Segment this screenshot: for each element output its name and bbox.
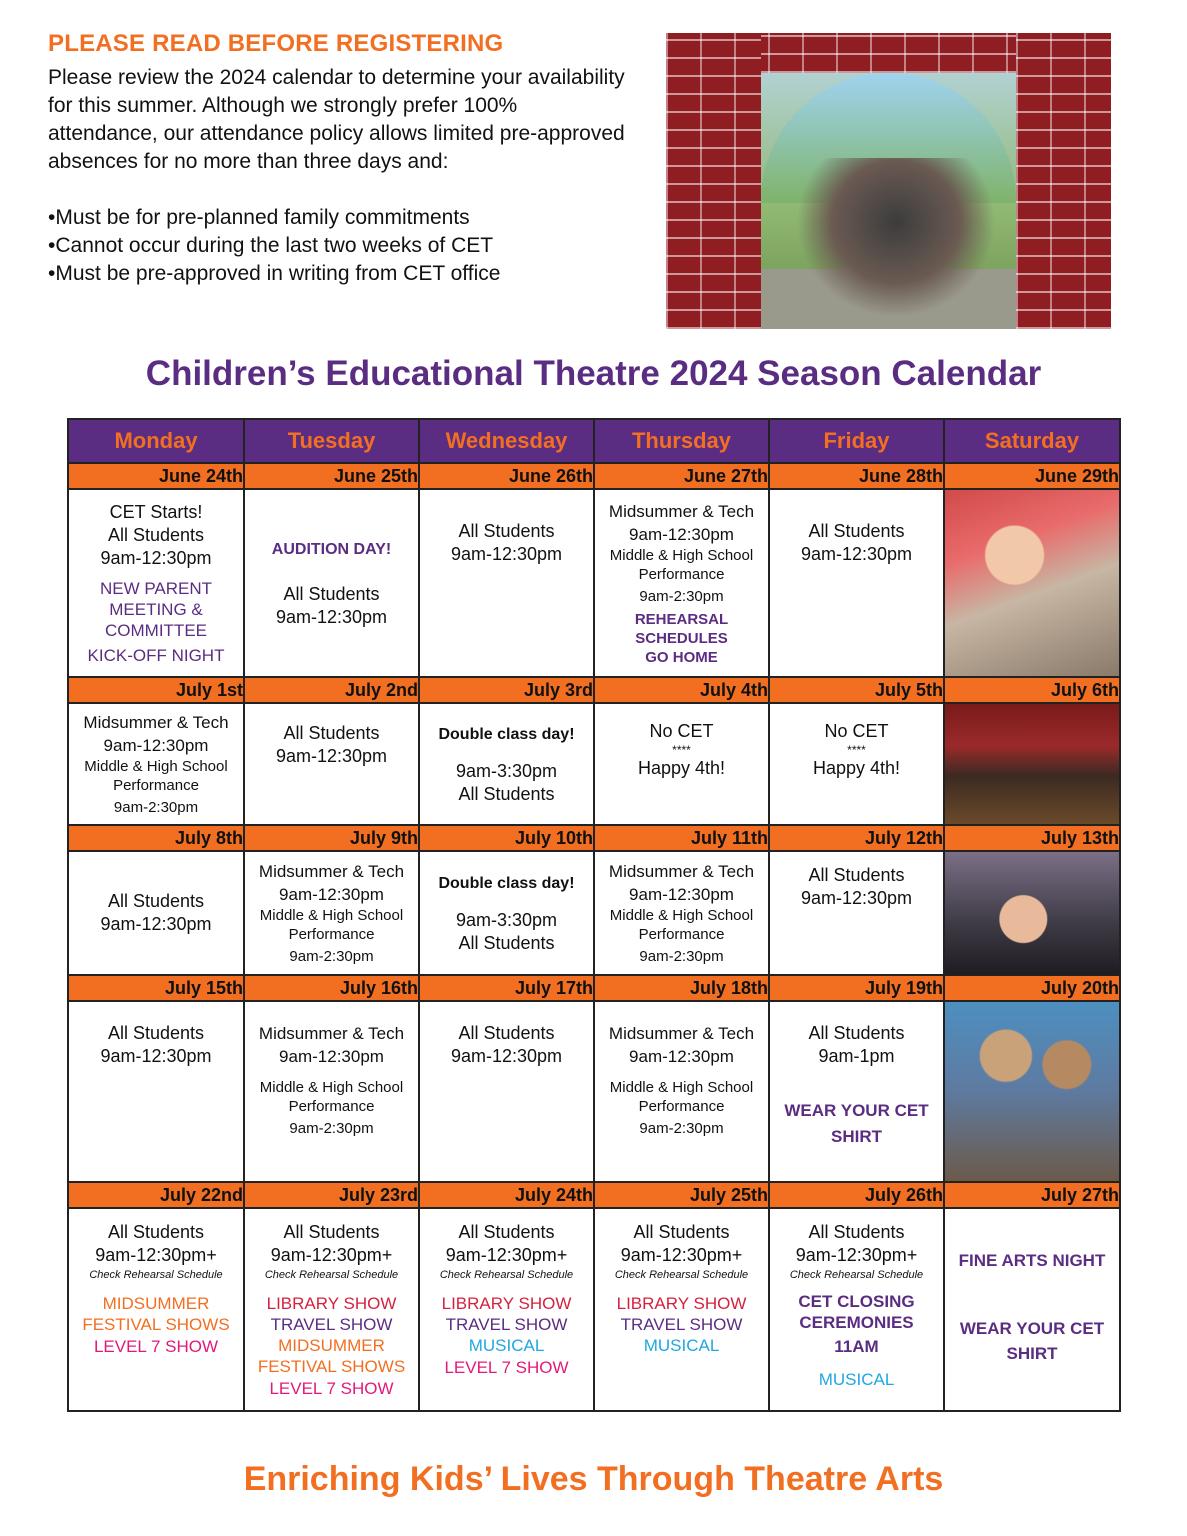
day-cell: All Students 9am-12:30pm+ Check Rehearsal Schedule LIBRARY SHOW TRAVEL SHOW MUSICAL bbox=[594, 1208, 769, 1411]
date-label: July 20th bbox=[944, 975, 1120, 1001]
day-cell: CET Starts! All Students 9am-12:30pm NEW PARENT MEETING & COMMITTEE KICK-OFF NIGHT bbox=[68, 489, 244, 677]
week-row bbox=[68, 703, 1120, 825]
day-cell: All Students 9am-12:30pm bbox=[244, 703, 419, 825]
day-cell: All Students 9am-12:30pm+ Check Rehearsal Schedule LIBRARY SHOW TRAVEL SHOW MIDSUMMER FESTIVAL SHOWS LEVEL 7 SHOW bbox=[244, 1208, 419, 1411]
intro-body: Please review the 2024 calendar to determine your availability for this summer. Although we strongly prefer 100% attendance, our attendance policy allows limited pre-approved absences for no more than three days and: bbox=[48, 66, 625, 173]
day-cell: Double class day! 9am-3:30pm All Students bbox=[419, 851, 594, 975]
day-cell: All Students 9am-12:30pm bbox=[68, 851, 244, 975]
footer-tagline: Enriching Kids’ Lives Through Theatre Arts bbox=[243, 1460, 944, 1498]
date-label: July 5th bbox=[769, 677, 944, 703]
day-cell: All Students 9am-12:30pm bbox=[68, 1001, 244, 1182]
day-cell: Midsummer & Tech 9am-12:30pm Middle & High School Performance 9am-2:30pm bbox=[244, 851, 419, 975]
date-label: July 23rd bbox=[244, 1182, 419, 1208]
date-label: July 1st bbox=[68, 677, 244, 703]
date-row bbox=[68, 677, 1120, 703]
date-label: July 19th bbox=[769, 975, 944, 1001]
date-label: July 3rd bbox=[419, 677, 594, 703]
performance-photo bbox=[944, 703, 1120, 825]
date-label: July 24th bbox=[419, 1182, 594, 1208]
day-cell: All Students 9am-12:30pm+ Check Rehearsal Schedule LIBRARY SHOW TRAVEL SHOW MUSICAL LEVEL 7 SHOW bbox=[419, 1208, 594, 1411]
day-cell: AUDITION DAY! All Students 9am-12:30pm bbox=[244, 489, 419, 677]
date-label: July 13th bbox=[944, 825, 1120, 851]
performance-photo bbox=[944, 1001, 1120, 1182]
calendar-title: Children’s Educational Theatre 2024 Season Calendar bbox=[145, 354, 1042, 393]
day-cell: All Students 9am-12:30pm+ Check Rehearsal Schedule CET CLOSING CEREMONIES 11AM MUSICAL bbox=[769, 1208, 944, 1411]
intro-section bbox=[48, 30, 628, 288]
season-calendar bbox=[67, 418, 1121, 1412]
date-label: July 22nd bbox=[68, 1182, 244, 1208]
day-cell: All Students 9am-12:30pm bbox=[769, 489, 944, 677]
day-cell: FINE ARTS NIGHT WEAR YOUR CET SHIRT bbox=[944, 1208, 1120, 1411]
date-label: July 8th bbox=[68, 825, 244, 851]
date-row bbox=[68, 825, 1120, 851]
date-label: July 9th bbox=[244, 825, 419, 851]
date-label: June 29th bbox=[944, 463, 1120, 489]
day-cell: All Students 9am-1pm WEAR YOUR CET SHIRT bbox=[769, 1001, 944, 1182]
date-label: July 6th bbox=[944, 677, 1120, 703]
date-label: July 12th bbox=[769, 825, 944, 851]
date-row bbox=[68, 1182, 1120, 1208]
date-label: July 2nd bbox=[244, 677, 419, 703]
date-row bbox=[68, 975, 1120, 1001]
day-cell: Midsummer & Tech 9am-12:30pm Middle & High School Performance 9am-2:30pm bbox=[68, 703, 244, 825]
policy-item: • Must be pre-approved in writing from CET office bbox=[48, 260, 628, 288]
day-cell: Midsummer & Tech 9am-12:30pm Middle & High School Performance 9am-2:30pm bbox=[594, 851, 769, 975]
date-label: June 27th bbox=[594, 463, 769, 489]
weekday-header: Thursday bbox=[594, 419, 769, 463]
date-label: June 26th bbox=[419, 463, 594, 489]
performance-photo bbox=[944, 489, 1120, 677]
day-cell: No CET **** Happy 4th! bbox=[594, 703, 769, 825]
day-cell: Midsummer & Tech 9am-12:30pm Middle & High School Performance 9am-2:30pm bbox=[244, 1001, 419, 1182]
performance-photo bbox=[944, 851, 1120, 975]
date-label: July 16th bbox=[244, 975, 419, 1001]
date-label: July 15th bbox=[68, 975, 244, 1001]
week-row bbox=[68, 1001, 1120, 1182]
date-label: July 25th bbox=[594, 1182, 769, 1208]
date-label: June 28th bbox=[769, 463, 944, 489]
day-cell: Midsummer & Tech 9am-12:30pm Middle & High School Performance 9am-2:30pm REHEARSAL SCHEDULES GO HOME bbox=[594, 489, 769, 677]
policy-list bbox=[48, 204, 628, 288]
date-label: July 10th bbox=[419, 825, 594, 851]
date-label: July 18th bbox=[594, 975, 769, 1001]
date-label: June 25th bbox=[244, 463, 419, 489]
weekday-header: Saturday bbox=[944, 419, 1120, 463]
day-cell: All Students 9am-12:30pm bbox=[769, 851, 944, 975]
date-label: July 27th bbox=[944, 1182, 1120, 1208]
day-cell: No CET **** Happy 4th! bbox=[769, 703, 944, 825]
weekday-header: Wednesday bbox=[419, 419, 594, 463]
date-label: July 26th bbox=[769, 1182, 944, 1208]
day-cell: All Students 9am-12:30pm bbox=[419, 489, 594, 677]
week-row bbox=[68, 1208, 1120, 1411]
weekday-header-row bbox=[68, 419, 1120, 463]
date-label: July 17th bbox=[419, 975, 594, 1001]
day-cell: Midsummer & Tech 9am-12:30pm Middle & High School Performance 9am-2:30pm bbox=[594, 1001, 769, 1182]
weekday-header: Tuesday bbox=[244, 419, 419, 463]
date-label: July 4th bbox=[594, 677, 769, 703]
week-row bbox=[68, 851, 1120, 975]
policy-item: • Must be for pre-planned family commitments bbox=[48, 204, 628, 232]
date-row bbox=[68, 463, 1120, 489]
day-cell: All Students 9am-12:30pm+ Check Rehearsal Schedule MIDSUMMER FESTIVAL SHOWS LEVEL 7 SHOW bbox=[68, 1208, 244, 1411]
date-label: July 11th bbox=[594, 825, 769, 851]
brick-arch-photo bbox=[666, 33, 1111, 329]
day-cell: Double class day! 9am-3:30pm All Students bbox=[419, 703, 594, 825]
day-cell: All Students 9am-12:30pm bbox=[419, 1001, 594, 1182]
week-row bbox=[68, 489, 1120, 677]
intro-heading: PLEASE READ BEFORE REGISTERING bbox=[48, 30, 504, 57]
date-label: June 24th bbox=[68, 463, 244, 489]
weekday-header: Monday bbox=[68, 419, 244, 463]
policy-item: • Cannot occur during the last two weeks of CET bbox=[48, 232, 628, 260]
weekday-header: Friday bbox=[769, 419, 944, 463]
